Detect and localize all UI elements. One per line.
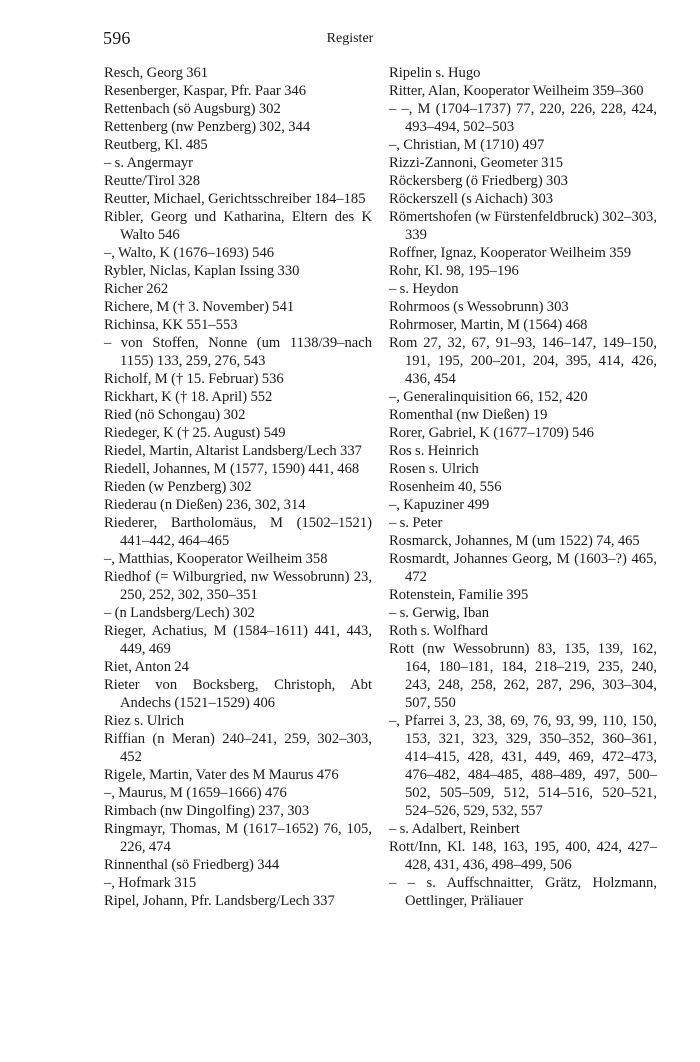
index-entry: Ripelin s. Hugo xyxy=(389,65,481,81)
index-entry: Rizzi-Zannoni, Geometer 315 xyxy=(389,155,564,171)
index-entry: – – s. Auffschnaitter, Grätz, Holzmann, Oettlinger, Präliauer xyxy=(389,875,657,909)
index-entry: Riederer, Bartholomäus, M (1502–1521) 441–442, 464–465 xyxy=(104,515,372,549)
index-entry: – s. Peter xyxy=(389,515,443,531)
index-entry: Riedel, Martin, Altarist Landsberg/Lech 337 xyxy=(104,443,362,459)
index-column-left xyxy=(104,64,372,910)
index-entry: Riederau (n Dießen) 236, 302, 314 xyxy=(104,497,306,513)
index-entry: –, Maurus, M (1659–1666) 476 xyxy=(104,785,287,801)
page-number: 596 xyxy=(103,28,131,48)
index-entry: Rosmarck, Johannes, M (um 1522) 74, 465 xyxy=(389,533,640,549)
index-entry: Rotenstein, Familie 395 xyxy=(389,587,529,603)
index-entry: Rott/Inn, Kl. 148, 163, 195, 400, 424, 427–428, 431, 436, 498–499, 506 xyxy=(389,839,657,873)
index-entry: Riedeger, K († 25. August) 549 xyxy=(104,425,286,441)
index-entry: –, Generalinquisition 66, 152, 420 xyxy=(389,389,588,405)
index-entry: Riez s. Ulrich xyxy=(104,713,185,729)
index-entry: Resch, Georg 361 xyxy=(104,65,209,81)
index-entry: Ripel, Johann, Pfr. Landsberg/Lech 337 xyxy=(104,893,335,909)
index-entry: – s. Angermayr xyxy=(104,155,193,171)
index-entry: Röckersberg (ö Friedberg) 303 xyxy=(389,173,568,189)
index-entry: – s. Heydon xyxy=(389,281,459,297)
index-entry: Rott (nw Wessobrunn) 83, 135, 139, 162, 164, 180–181, 184, 218–219, 235, 240, 243, 248, 258, 262, 287, 296, 303–304, 507, 550 xyxy=(389,641,657,711)
index-entry: Romenthal (nw Dießen) 19 xyxy=(389,407,548,423)
index-entry: Resenberger, Kaspar, Pfr. Paar 346 xyxy=(104,83,307,99)
index-entry: Ribler, Georg und Katharina, Eltern des K Walto 546 xyxy=(104,209,372,243)
index-entry: Richer 262 xyxy=(104,281,169,297)
index-entry: Richere, M († 3. November) 541 xyxy=(104,299,295,315)
index-entry: Rorer, Gabriel, K (1677–1709) 546 xyxy=(389,425,594,441)
index-entry: Röckerszell (s Aichach) 303 xyxy=(389,191,554,207)
index-entry: –, Walto, K (1676–1693) 546 xyxy=(104,245,275,261)
index-entry: Rettenbach (sö Augsburg) 302 xyxy=(104,101,281,117)
index-entry: Rosen s. Ulrich xyxy=(389,461,479,477)
index-entry: Reutte/Tirol 328 xyxy=(104,173,201,189)
index-entry: Ringmayr, Thomas, M (1617–1652) 76, 105, 226, 474 xyxy=(104,821,372,855)
index-entry: –, Hofmark 315 xyxy=(104,875,197,891)
index-entry: Rom 27, 32, 67, 91–93, 146–147, 149–150, 191, 195, 200–201, 204, 395, 414, 426, 436, 454 xyxy=(389,335,657,387)
index-entry: – (n Landsberg/Lech) 302 xyxy=(104,605,255,621)
index-entry: Rybler, Niclas, Kaplan Issing 330 xyxy=(104,263,300,279)
index-entry: Römertshofen (w Fürstenfeldbruck) 302–303, 339 xyxy=(389,209,657,243)
running-head: Register xyxy=(326,31,374,46)
index-entry: Rettenberg (nw Penzberg) 302, 344 xyxy=(104,119,311,135)
index-entry: –, Pfarrei 3, 23, 38, 69, 76, 93, 99, 110, 150, 153, 321, 323, 329, 350–352, 360–361, 414–415, 428, 431, 449, 469, 472–473, 476–482, 484–485, 488–489, 497, 500–502, 505–509, 512, 514–516, 520–521, 524–526, 529, 532, 557 xyxy=(389,713,657,819)
index-entry: Rohrmoser, Martin, M (1564) 468 xyxy=(389,317,588,333)
index-entry: – s. Adalbert, Reinbert xyxy=(389,821,520,837)
index-entry: Ros s. Heinrich xyxy=(389,443,479,459)
index-entry: Rosmardt, Johannes Georg, M (1603–?) 465, 472 xyxy=(389,551,657,585)
index-entry: Richinsa, KK 551–553 xyxy=(104,317,238,333)
index-entry: Ritter, Alan, Kooperator Weilheim 359–360 xyxy=(389,83,644,99)
index-entry: –, Matthias, Kooperator Weilheim 358 xyxy=(104,551,328,567)
index-entry: Rimbach (nw Dingolfing) 237, 303 xyxy=(104,803,310,819)
index-entry: Rohr, Kl. 98, 195–196 xyxy=(389,263,519,279)
index-entry: – s. Gerwig, Iban xyxy=(389,605,490,621)
index-entry: – von Stoffen, Nonne (um 1138/39–nach 1155) 133, 259, 276, 543 xyxy=(104,335,372,369)
index-entry: Rosenheim 40, 556 xyxy=(389,479,502,495)
index-entry: Rigele, Martin, Vater des M Maurus 476 xyxy=(104,767,339,783)
index-entry: Rieger, Achatius, M (1584–1611) 441, 443, 449, 469 xyxy=(104,623,372,657)
index-entry: –, Kapuziner 499 xyxy=(389,497,490,513)
index-entry: Rieter von Bocksberg, Christoph, Abt Andechs (1521–1529) 406 xyxy=(104,677,372,711)
index-entry: – –, M (1704–1737) 77, 220, 226, 228, 424, 493–494, 502–503 xyxy=(389,101,657,135)
index-entry: Rinnenthal (sö Friedberg) 344 xyxy=(104,857,280,873)
index-entry: Rieden (w Penzberg) 302 xyxy=(104,479,252,495)
index-entry: Riet, Anton 24 xyxy=(104,659,189,675)
index-entry: Rohrmoos (s Wessobrunn) 303 xyxy=(389,299,569,315)
index-entry: Reutter, Michael, Gerichtsschreiber 184–185 xyxy=(104,191,366,207)
index-entry: Roth s. Wolfhard xyxy=(389,623,488,639)
index-entry: Rickhart, K († 18. April) 552 xyxy=(104,389,273,405)
index-entry: Roffner, Ignaz, Kooperator Weilheim 359 xyxy=(389,245,632,261)
index-entry: Riedhof (= Wilburgried, nw Wessobrunn) 23, 250, 252, 302, 350–351 xyxy=(104,569,372,603)
index-entry: Riedell, Johannes, M (1577, 1590) 441, 468 xyxy=(104,461,360,477)
index-entry: Reutberg, Kl. 485 xyxy=(104,137,208,153)
index-column-right xyxy=(389,64,657,910)
index-entry: Richolf, M († 15. Februar) 536 xyxy=(104,371,284,387)
index-entry: Ried (nö Schongau) 302 xyxy=(104,407,246,423)
index-entry: Riffian (n Meran) 240–241, 259, 302–303, 452 xyxy=(104,731,372,765)
index-entry: –, Christian, M (1710) 497 xyxy=(389,137,545,153)
